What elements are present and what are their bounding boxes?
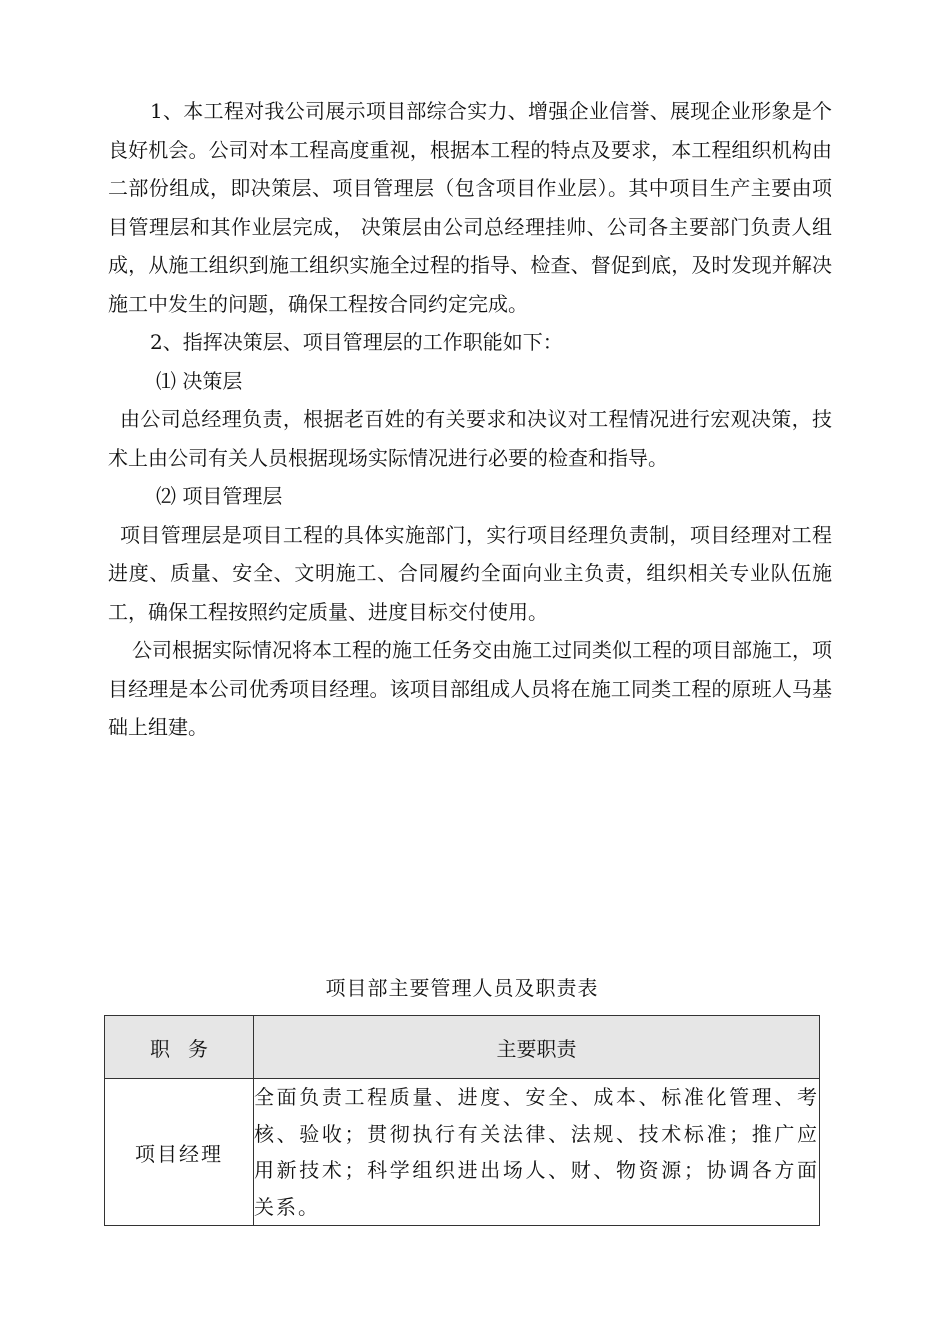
paragraph-management-layer: 项目管理层是项目工程的具体实施部门，实行项目经理负责制，项目经理对工程进度、质量、安全、文明施工、合同履约全面向业主负责，组织相关专业队伍施工，确保工程按照约定质量、进度目标交付使用。 bbox=[108, 522, 832, 624]
header-role: 职务 bbox=[105, 1016, 254, 1079]
paragraph-functions-intro: 2、指挥决策层、项目管理层的工作职能如下： bbox=[150, 330, 563, 354]
table-row bbox=[105, 1079, 820, 1226]
paragraph-decision-layer: 由公司总经理负责，根据老百姓的有关要求和决议对工程情况进行宏观决策，技术上由公司有关人员根据现场实际情况进行必要的检查和指导。 bbox=[108, 407, 832, 470]
cell-duties: 全面负责工程质量、进度、安全、成本、标准化管理、考核、验收；贯彻执行有关法律、法规、技术标准；推广应用新技术；科学组织进出场人、财、物资源；协调各方面关系。 bbox=[254, 1079, 820, 1226]
table-title: 项目部主要管理人员及职责表 bbox=[325, 976, 599, 1000]
header-duties: 主要职责 bbox=[254, 1016, 820, 1079]
table-header-row bbox=[105, 1016, 820, 1079]
cell-role: 项目经理 bbox=[105, 1079, 254, 1226]
paragraph-project-team: 公司根据实际情况将本工程的施工任务交由施工过同类似工程的项目部施工，项目经理是本公司优秀项目经理。该项目部组成人员将在施工同类工程的原班人马基础上组建。 bbox=[108, 638, 832, 739]
heading-management-layer: ⑵ 项目管理层 bbox=[156, 484, 283, 508]
duty-table bbox=[104, 1015, 820, 1226]
body-text bbox=[108, 92, 832, 747]
paragraph-organization: 1、本工程对我公司展示项目部综合实力、增强企业信誉、展现企业形象是个良好机会。公司对本工程高度重视，根据本工程的特点及要求，本工程组织机构由二部份组成，即决策层、项目管理层（包含项目作业层）。其中项目生产主要由项目管理层和其作业层完成， 决策层由公司总经理挂帅、公司各主要部门负责人组成，从施工组织到施工组织实施全过程的指导、检查、督促到底，及时发现并解决施工中发生的问题，确保工程按合同约定完成。 bbox=[108, 99, 832, 316]
heading-decision-layer: ⑴ 决策层 bbox=[156, 368, 243, 393]
